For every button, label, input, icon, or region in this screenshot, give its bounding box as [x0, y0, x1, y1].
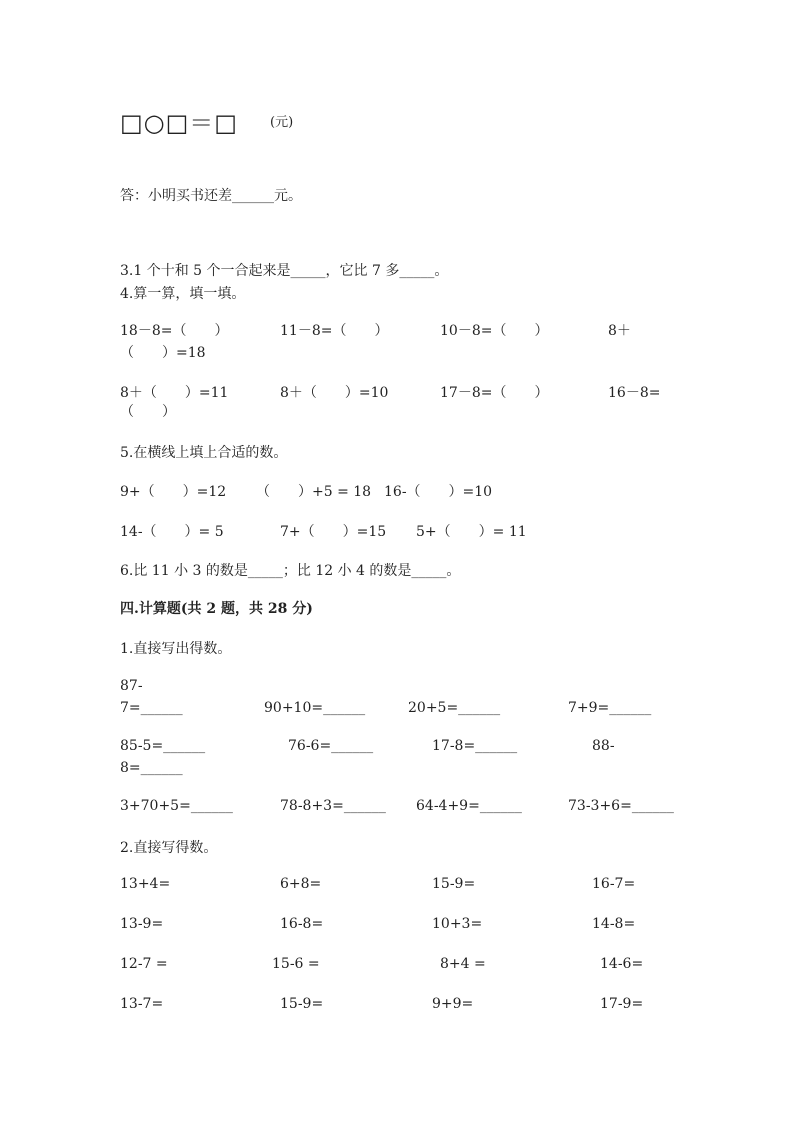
q5-item: （ ）+5 = 18 [256, 484, 372, 500]
calc-item: 9+9= [432, 996, 474, 1012]
q4-item: 11－8=（ ） [280, 323, 389, 339]
q4-item: 16－8= [608, 385, 661, 401]
calc-item: 15-6 = [272, 956, 320, 972]
formula-symbols: □○□＝□ [120, 109, 238, 137]
q5-item: 7+（ ）=15 [280, 524, 387, 540]
calc-item-wrap: 8=______ [120, 760, 183, 776]
q4-item: 10－8=（ ） [440, 323, 549, 339]
calc-item: 15-9= [280, 996, 324, 1012]
calc-item: 7+9=______ [568, 700, 652, 716]
q4-item: 8＋（ ）=10 [280, 385, 389, 401]
calc-item: 17-8=______ [432, 738, 518, 754]
calc-item: 13+4= [120, 876, 171, 892]
calc-item: 73-3+6=______ [568, 798, 674, 814]
calc-item: 14-8= [592, 916, 636, 932]
calc-item-pre: 87- [120, 678, 143, 694]
calc-item: 16-8= [280, 916, 324, 932]
answer-line: 答：小明买书还差______元。 [120, 188, 302, 204]
q5-item: 9+（ ）=12 [120, 484, 227, 500]
calc-item: 14-6= [600, 956, 644, 972]
q4-item: 8＋ [608, 323, 631, 339]
calc-item: 6+8= [280, 876, 322, 892]
q4-item: 8＋（ ）=11 [120, 385, 229, 401]
calc-item: 88- [592, 738, 615, 754]
question-3: 3.1 个十和 5 个一合起来是_____，它比 7 多_____。 [120, 263, 449, 279]
calc-item: 17-9= [600, 996, 644, 1012]
calc-item: 78-8+3=______ [280, 798, 386, 814]
section-4-part-2-title: 2.直接写得数。 [120, 840, 218, 856]
q4-item: 17－8=（ ） [440, 385, 549, 401]
calc-item: 7=______ [120, 700, 183, 716]
q5-item: 5+（ ）= 11 [416, 524, 527, 540]
q4-item-wrap: （ ） [120, 404, 176, 420]
q4-item-wrap: （ ）=18 [120, 345, 206, 361]
question-5-title: 5.在横线上填上合适的数。 [120, 445, 288, 461]
calc-item: 15-9= [432, 876, 476, 892]
question-6: 6.比 11 小 3 的数是_____；比 12 小 4 的数是_____。 [120, 563, 461, 579]
calc-item: 13-9= [120, 916, 164, 932]
calc-item: 16-7= [592, 876, 636, 892]
section-4-part-1-title: 1.直接写出得数。 [120, 641, 232, 657]
calc-item: 90+10=______ [264, 700, 366, 716]
section-4-title: 四.计算题(共 2 题，共 28 分) [120, 601, 313, 617]
q5-item: 14-（ ）= 5 [120, 524, 224, 540]
calc-item: 85-5=______ [120, 738, 206, 754]
calc-item: 8+4 = [440, 956, 486, 972]
formula-unit: (元) [270, 115, 294, 130]
calc-item: 10+3= [432, 916, 483, 932]
calc-item: 12-7 = [120, 956, 168, 972]
question-4-title: 4.算一算，填一填。 [120, 286, 246, 302]
q5-item: 16-（ ）=10 [384, 484, 493, 500]
calc-item: 3+70+5=______ [120, 798, 233, 814]
q4-item: 18－8=（ ） [120, 323, 229, 339]
calc-item: 76-6=______ [288, 738, 374, 754]
calc-item: 13-7= [120, 996, 164, 1012]
calc-item: 20+5=______ [408, 700, 501, 716]
calc-item: 64-4+9=______ [416, 798, 522, 814]
